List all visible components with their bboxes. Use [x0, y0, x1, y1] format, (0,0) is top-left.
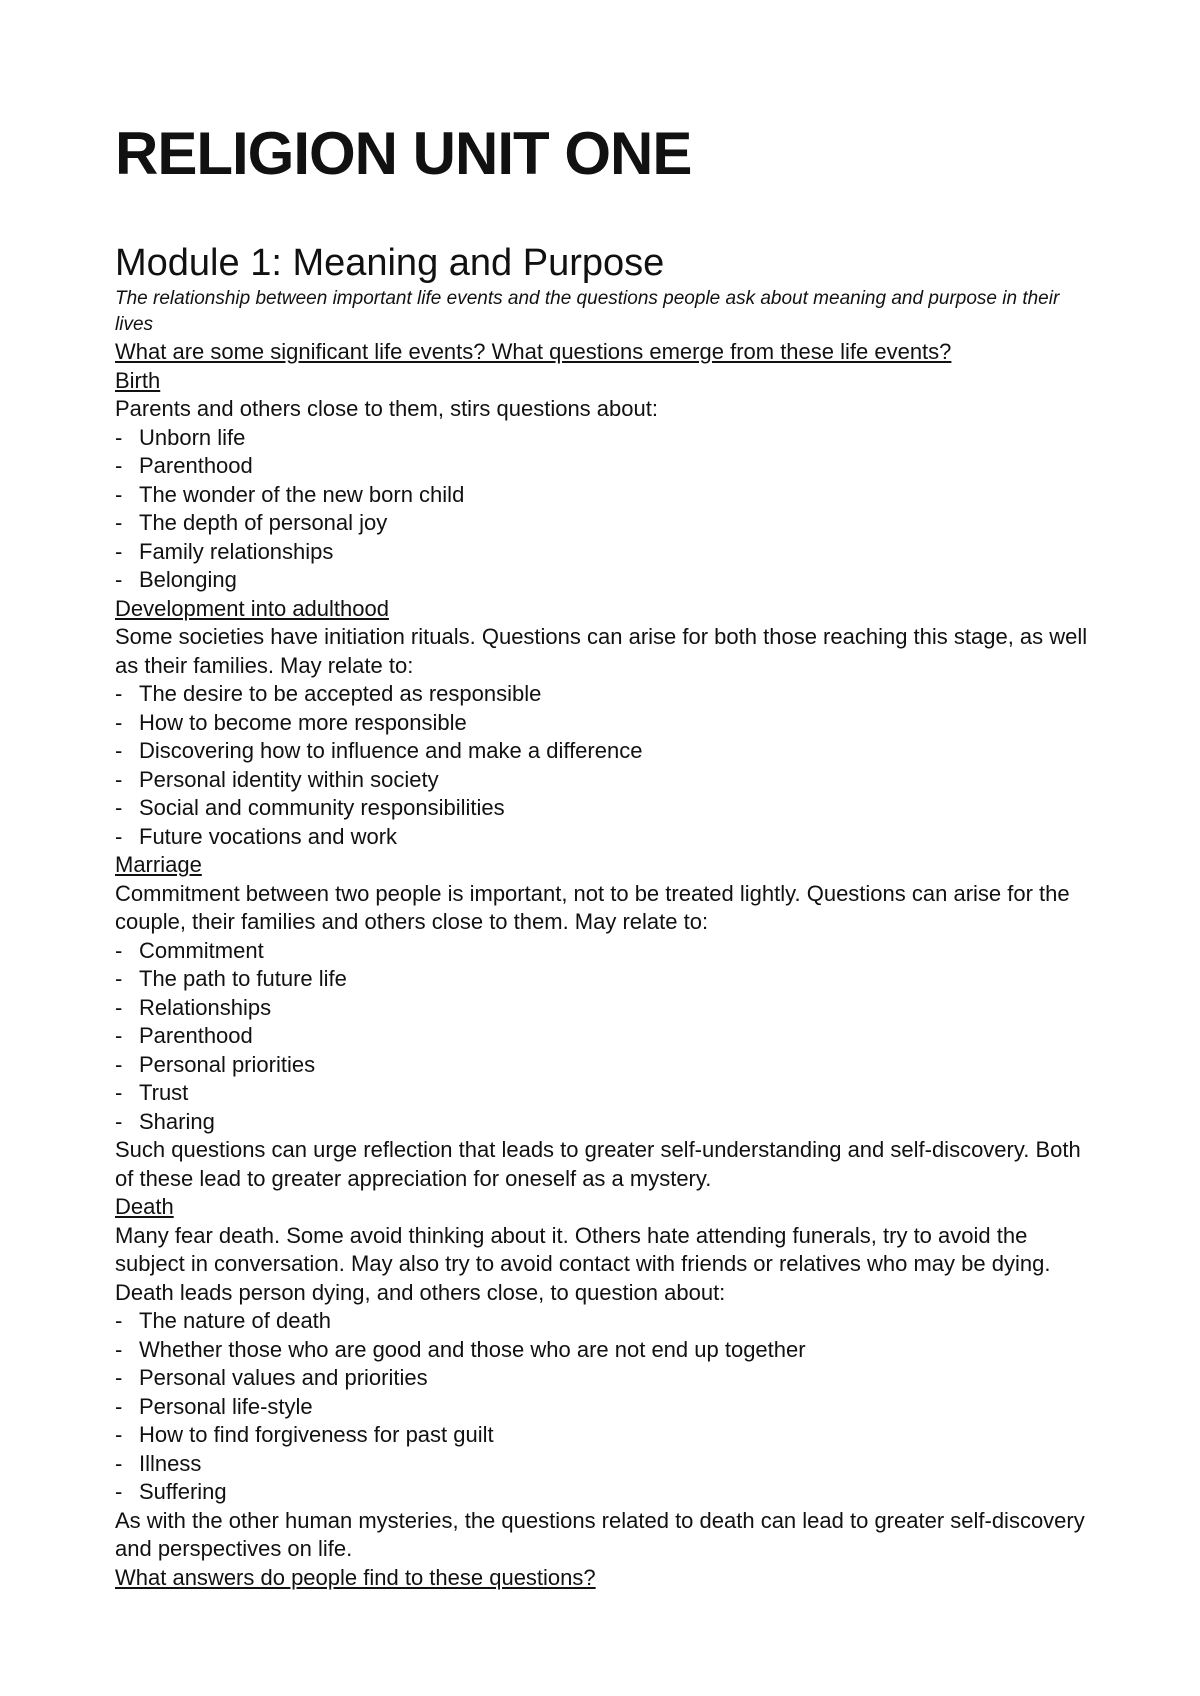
list-item: - Personal values and priorities — [115, 1364, 1095, 1393]
module-heading: Module 1: Meaning and Purpose — [115, 242, 665, 284]
death-outro: As with the other human mysteries, the questions related to death can lead to greater self-discovery and perspectives on life. — [115, 1507, 1085, 1561]
list-item: - How to find forgiveness for past guilt — [115, 1421, 1095, 1450]
birth-list — [115, 424, 1095, 595]
list-item: - The desire to be accepted as responsible — [115, 680, 1095, 709]
question-significant-events: What are some significant life events? What questions emerge from these life events? — [115, 339, 952, 364]
list-item: - Parenthood — [115, 1022, 1095, 1051]
adulthood-intro: Some societies have initiation rituals. Questions can arise for both those reaching this stage, as well as their families. May relate to: — [115, 624, 1088, 678]
list-item: - Parenthood — [115, 452, 1095, 481]
list-item: - Relationships — [115, 994, 1095, 1023]
document-title: RELIGION UNIT ONE — [115, 120, 692, 187]
list-item: - Trust — [115, 1079, 1095, 1108]
list-item: - Personal priorities — [115, 1051, 1095, 1080]
module-subtitle: The relationship between important life events and the questions people ask about meaning and purpose in their lives — [115, 288, 1060, 335]
list-item: - Personal identity within society — [115, 766, 1095, 795]
birth-intro: Parents and others close to them, stirs questions about: — [115, 396, 658, 421]
list-item: - Whether those who are good and those who are not end up together — [115, 1336, 1095, 1365]
death-intro: Many fear death. Some avoid thinking about it. Others hate attending funerals, try to avoid the subject in conversation. May also try to avoid contact with friends or relatives who may be dying. Death leads person dying, and others close, to question about: — [115, 1222, 1051, 1305]
list-item: - Suffering — [115, 1478, 1095, 1507]
list-item: - How to become more responsible — [115, 709, 1095, 738]
list-item: - The depth of personal joy — [115, 509, 1095, 538]
list-item: - The path to future life — [115, 965, 1095, 994]
question-answers: What answers do people find to these questions? — [115, 1564, 596, 1590]
death-list — [115, 1307, 1095, 1507]
list-item: - Personal life-style — [115, 1393, 1095, 1422]
section-heading-adulthood: Development into adulthood — [115, 595, 389, 621]
list-item: - Belonging — [115, 566, 1095, 595]
list-item: - Unborn life — [115, 424, 1095, 453]
list-item: - Future vocations and work — [115, 823, 1095, 852]
list-item: - The wonder of the new born child — [115, 481, 1095, 510]
list-item: - Discovering how to influence and make a difference — [115, 737, 1095, 766]
list-item: - Commitment — [115, 937, 1095, 966]
list-item: - Social and community responsibilities — [115, 794, 1095, 823]
section-heading-birth: Birth — [115, 367, 161, 393]
section-heading-marriage: Marriage — [115, 852, 202, 877]
section-heading-death: Death — [115, 1194, 174, 1219]
marriage-outro: Such questions can urge reflection that leads to greater self-understanding and self-discovery. Both of these lead to greater appreciation for oneself as a mystery. — [115, 1137, 1081, 1191]
adulthood-list — [115, 680, 1095, 851]
document-page — [115, 118, 1095, 1592]
list-item: - The nature of death — [115, 1307, 1095, 1336]
marriage-intro: Commitment between two people is important, not to be treated lightly. Questions can arise for the couple, their families and others close to them. May relate to: — [115, 880, 1070, 934]
list-item: - Sharing — [115, 1108, 1095, 1137]
marriage-list — [115, 937, 1095, 1137]
list-item: - Illness — [115, 1450, 1095, 1479]
list-item: - Family relationships — [115, 538, 1095, 567]
